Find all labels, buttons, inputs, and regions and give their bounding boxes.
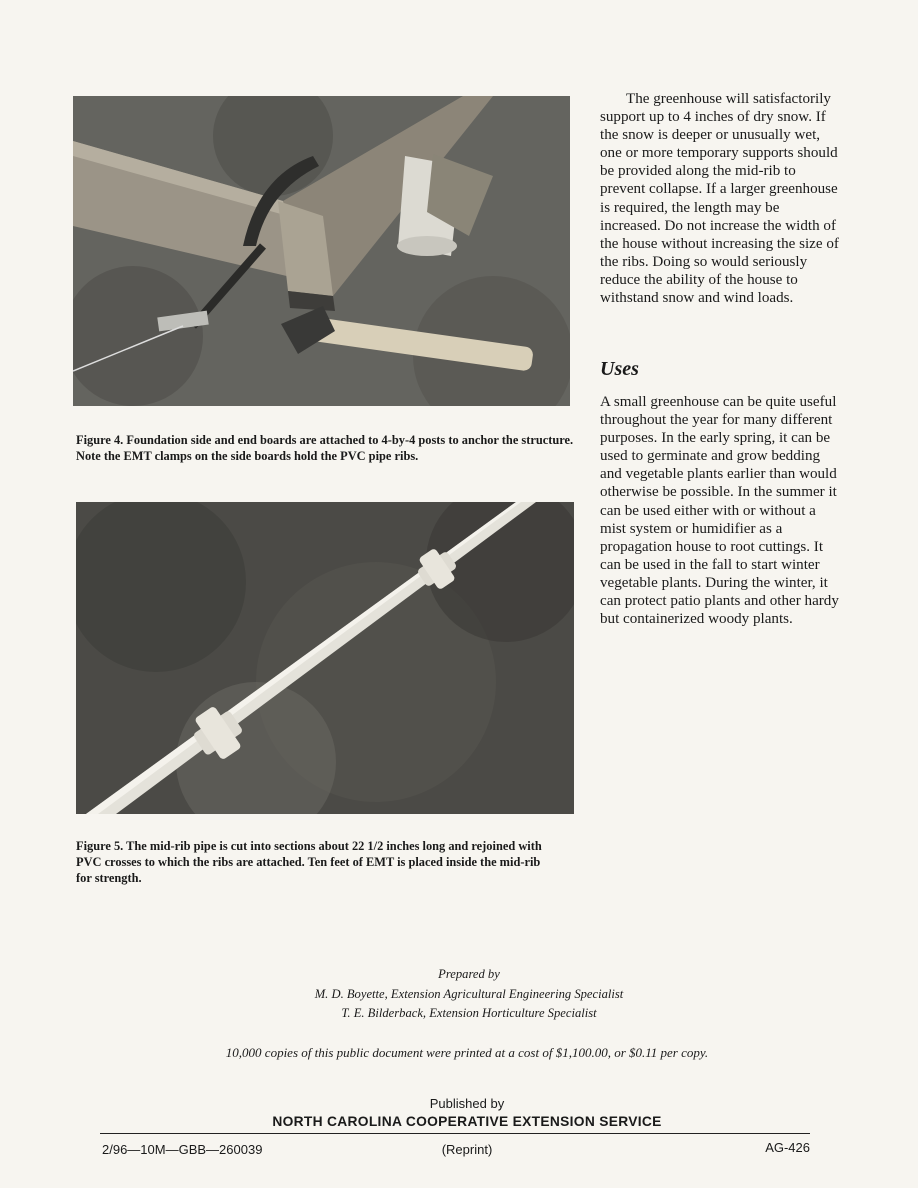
figure-5-photo	[76, 502, 574, 814]
printing-cost-note: 10,000 copies of this public document were printed at a cost of $1,100.00, or $0.11 per copy.	[225, 1045, 709, 1060]
author-boyette: M. D. Boyette, Extension Agricultural Engineering Specialist	[314, 987, 624, 1001]
body-paragraph-uses: A small greenhouse can be quite useful throughout the year for many different purposes. In the early spring, it can be used to germinate and grow bedding and vegetable plants earlier than would otherwise be possible. In the summer it can be used either with or without a mist system or humidifier as a propagation house to root cuttings. It can be used in the fall to start winter vegetable plants. During the winter, it can protect patio plants and other hardy but containerized woody plants.	[600, 394, 839, 628]
author-bilderback: T. E. Bilderback, Extension Horticulture Specialist	[341, 1006, 597, 1020]
prepared-by-label: Prepared by	[438, 967, 500, 981]
figure-5-caption: Figure 5. The mid-rib pipe is cut into sections about 22 1/2 inches long and rejoined with PVC crosses to which the ribs are attached. Ten feet of EMT is placed inside the mid-rib for strength.	[76, 839, 542, 885]
print-code: 2/96—10M—GBB—260039	[102, 1142, 263, 1157]
publication-number: AG-426	[765, 1140, 810, 1155]
figure-4-photo	[73, 96, 570, 406]
footer-divider	[100, 1133, 810, 1134]
figure-4-caption: Figure 4. Foundation side and end boards are attached to 4-by-4 posts to anchor the structure. Note the EMT clamps on the side boards hold the PVC pipe ribs.	[76, 433, 574, 463]
publisher-name: NORTH CAROLINA COOPERATIVE EXTENSION SERVICE	[272, 1114, 662, 1129]
published-by-label: Published by	[429, 1096, 505, 1111]
section-heading-uses: Uses	[600, 358, 639, 380]
reprint-label: (Reprint)	[441, 1142, 493, 1157]
body-paragraph-snow-load: The greenhouse will satisfactorily support up to 4 inches of dry snow. If the snow is deeper or unusually wet, one or more temporary supports should be provided along the mid-rib to prevent collapse. If a larger greenhouse is required, the length may be increased. Do not increase the width of the house without increasing the size of the ribs. Doing so would seriously reduce the ability of the house to withstand snow and wind loads.	[600, 91, 839, 307]
